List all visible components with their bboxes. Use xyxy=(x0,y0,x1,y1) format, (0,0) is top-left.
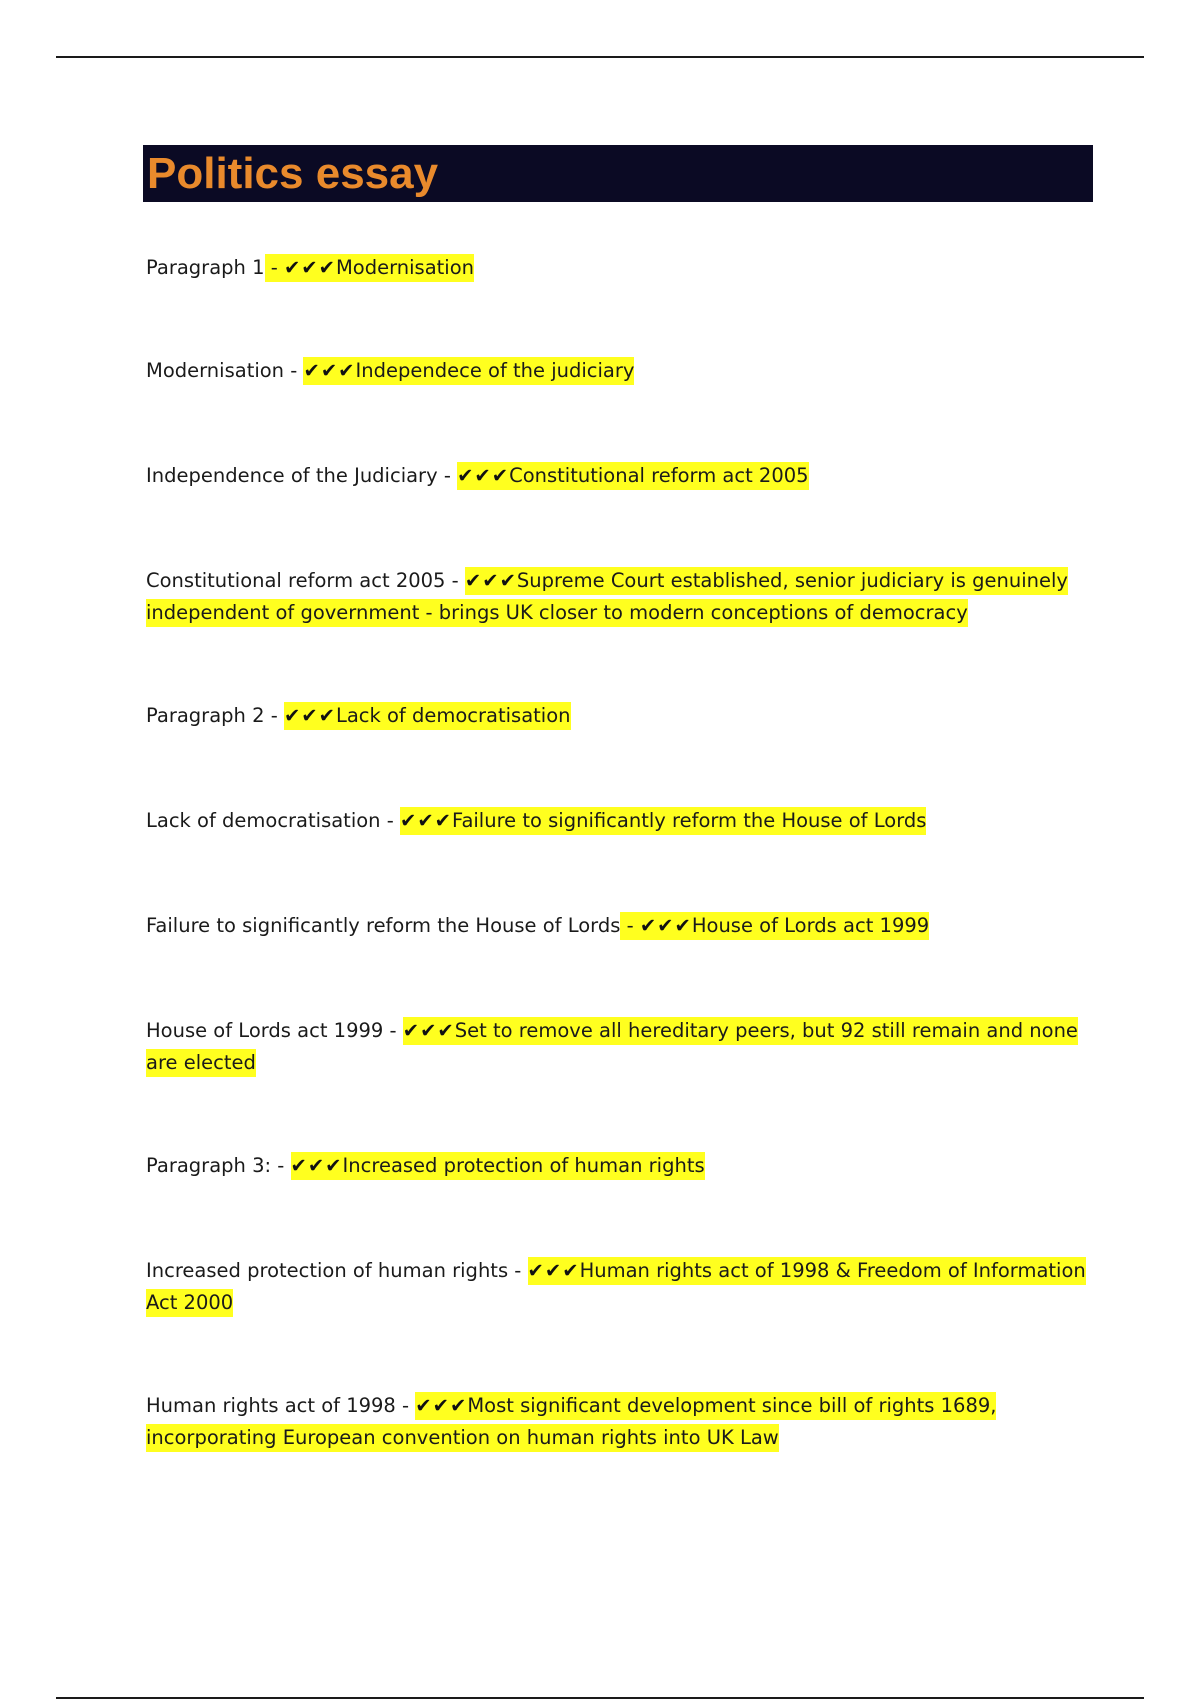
top-rule xyxy=(56,56,1144,58)
entry-term: Constitutional reform act 2005 xyxy=(146,569,446,592)
entry-separator: - xyxy=(271,1154,291,1177)
check-icon: ✔✔✔ xyxy=(457,464,510,487)
entry-6 xyxy=(146,805,1086,837)
entry-11 xyxy=(146,1390,1086,1454)
entry-definition: Lack of democratisation xyxy=(335,704,571,727)
check-icon: ✔✔✔ xyxy=(283,256,336,279)
entry-definition: Independece of the judiciary xyxy=(355,359,635,382)
entry-9 xyxy=(146,1150,1086,1182)
entry-8 xyxy=(146,1015,1086,1079)
entry-5 xyxy=(146,700,1086,732)
check-icon: ✔✔✔ xyxy=(402,1019,455,1042)
entry-term: Modernisation xyxy=(146,359,285,382)
entry-1 xyxy=(146,252,1086,284)
check-icon: ✔✔✔ xyxy=(415,1394,468,1417)
entry-separator: - xyxy=(445,569,465,592)
entry-definition: Failure to significantly reform the House of Lords xyxy=(452,809,927,832)
check-icon: ✔✔✔ xyxy=(399,809,453,832)
check-icon: ✔✔✔ xyxy=(303,359,356,382)
entry-definition: Supreme Court established, senior judiciary is genuinely independent of government - brings UK closer to modern conceptions of democracy xyxy=(146,569,1068,624)
entry-4 xyxy=(146,565,1086,629)
entry-separator: - xyxy=(284,359,304,382)
check-icon: ✔✔✔ xyxy=(464,569,517,592)
bottom-rule xyxy=(56,1697,1144,1699)
entry-term: Paragraph 1 xyxy=(146,256,265,279)
entry-3 xyxy=(146,460,1086,492)
page-title: Politics essay xyxy=(147,149,439,198)
entry-term: Paragraph 3: xyxy=(146,1154,272,1177)
entry-term: Human rights act of 1998 xyxy=(146,1394,396,1417)
entry-term: Failure to significantly reform the House of Lords xyxy=(146,914,621,937)
entry-term: Paragraph 2 xyxy=(146,704,265,727)
entry-separator: - xyxy=(264,704,284,727)
entry-separator: - xyxy=(265,254,284,282)
title-banner xyxy=(143,145,1093,202)
entry-term: House of Lords act 1999 xyxy=(146,1019,384,1042)
entry-term: Increased protection of human rights xyxy=(146,1259,509,1282)
entry-10 xyxy=(146,1255,1086,1319)
entry-term: Independence of the Judiciary xyxy=(146,464,438,487)
entry-definition: Human rights act of 1998 & Freedom of Information Act 2000 xyxy=(146,1259,1086,1314)
entry-separator: - xyxy=(383,1019,403,1042)
check-icon: ✔✔✔ xyxy=(283,704,336,727)
check-icon: ✔✔✔ xyxy=(290,1154,343,1177)
entry-definition: Constitutional reform act 2005 xyxy=(509,464,809,487)
entry-separator: - xyxy=(620,912,639,940)
check-icon: ✔✔✔ xyxy=(527,1259,580,1282)
entry-definition: Most significant development since bill of rights 1689, incorporating European convention on human rights into UK Law xyxy=(146,1394,997,1449)
entry-2 xyxy=(146,355,1086,387)
entry-definition: Set to remove all hereditary peers, but 92 still remain and none are elected xyxy=(146,1019,1078,1074)
entry-7 xyxy=(146,910,1086,942)
entry-separator: - xyxy=(508,1259,528,1282)
entry-separator: - xyxy=(380,809,400,832)
entry-definition: Modernisation xyxy=(335,256,475,279)
entry-separator: - xyxy=(395,1394,416,1417)
entry-definition: Increased protection of human rights xyxy=(342,1154,705,1177)
entry-definition: House of Lords act 1999 xyxy=(691,914,930,937)
check-icon: ✔✔✔ xyxy=(639,914,692,937)
entry-separator: - xyxy=(437,464,458,487)
entry-term: Lack of democratisation xyxy=(146,809,381,832)
